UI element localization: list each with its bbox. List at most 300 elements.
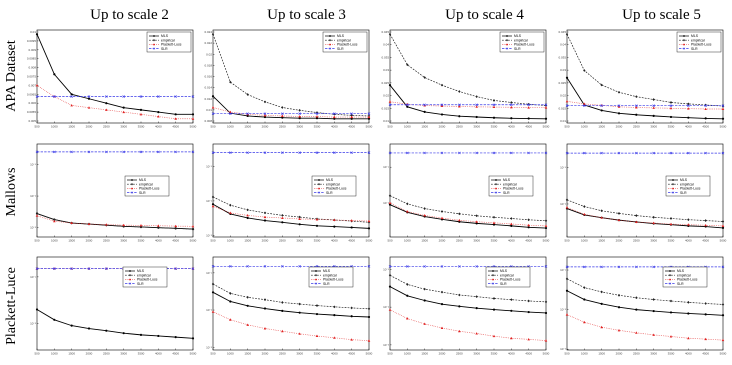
y-tick-label: 0.015 [558,106,566,111]
legend-label: MLS [323,269,330,274]
x-tick-label: 1000 [580,238,588,243]
legend-label: Plackett-Luce [500,277,521,282]
y-tick-label: 0.02 [560,93,566,98]
x-tick-label: 500 [210,124,216,129]
y-tick-label: 10⁻¹ [560,268,566,273]
legend-label: SLR [137,281,144,286]
panel-0-1 [204,30,372,129]
y-tick-label: 10⁻³ [560,347,566,352]
x-tick-label: 2000 [261,238,269,243]
y-tick-label: 0.04 [383,42,389,47]
legend-marker [672,179,674,181]
marker-mls [458,115,460,117]
y-tick-label: 0.012 [204,96,212,101]
y-tick-label: 0.03 [560,68,566,73]
x-tick-label: 1000 [403,238,411,243]
x-tick-label: 2500 [455,351,463,356]
x-tick-label: 5000 [719,124,727,129]
y-tick-label: 0.0055 [26,110,36,115]
y-tick-label: 10⁻¹ [30,162,36,167]
y-tick-label: 10⁻³ [383,342,389,347]
x-tick-label: 3000 [473,238,481,243]
legend-marker [129,270,131,272]
x-tick-label: 3500 [137,124,145,129]
y-tick-label: 0.01 [560,119,566,123]
legend-label: Plackett-Luce [677,277,698,282]
y-tick-label: 0.01 [383,119,389,123]
x-tick-label: 3500 [667,238,675,243]
panel-0-3 [558,30,726,129]
legend-label: SLR [337,46,344,51]
x-tick-label: 1000 [50,238,58,243]
x-tick-label: 2000 [261,351,269,356]
x-tick-label: 3500 [313,124,321,129]
y-tick-label: 10⁻¹ [206,164,212,169]
marker-mls [264,307,266,309]
x-tick-label: 2000 [438,124,446,129]
marker-mls [601,303,603,305]
x-tick-label: 1500 [68,238,76,243]
marker-mls [528,311,530,313]
legend-label: Plackett-Luce [323,277,344,282]
legend-label: empirical [326,182,340,187]
marker-mls [406,106,408,108]
x-tick-label: 2500 [278,238,286,243]
legend [309,267,353,287]
x-tick-label: 500 [34,238,40,243]
marker-mls [351,315,353,317]
x-tick-label: 3500 [667,351,675,356]
x-tick-label: 1000 [580,351,588,356]
x-tick-label: 4500 [172,124,180,129]
x-tick-label: 4000 [507,124,515,129]
legend-label: MLS [137,269,144,274]
x-tick-label: 2500 [278,351,286,356]
marker-mls [458,305,460,307]
marker-mls [333,314,335,316]
x-tick-label: 5000 [719,238,727,243]
x-tick-label: 1000 [50,351,58,356]
marker-mls [299,312,301,314]
panel-2-1 [206,257,373,356]
x-tick-label: 500 [34,124,40,129]
y-tick-label: 0.045 [381,30,389,34]
y-tick-label: 10⁻¹ [30,274,36,279]
x-tick-label: 2000 [615,124,623,129]
x-tick-label: 5000 [542,124,550,129]
marker-mls [389,84,391,86]
y-tick-label: 10⁻¹ [383,165,389,170]
x-tick-label: 1500 [68,351,76,356]
x-tick-label: 5000 [189,238,197,243]
legend-label: SLR [500,281,507,286]
y-tick-label: 0.008 [28,65,36,70]
marker-mls [635,309,637,311]
legend-label: Plackett-Luce [691,42,712,47]
marker-mls [545,118,547,120]
y-tick-label: 0.015 [381,106,389,111]
x-tick-label: 2000 [85,124,93,129]
x-tick-label: 5000 [365,238,373,243]
y-tick-label: 0.005 [28,119,36,123]
panel-1-0 [30,144,197,243]
marker-mls [566,290,568,292]
legend-label: SLR [503,190,510,195]
marker-mls [618,306,620,308]
marker-mls [545,227,547,229]
x-tick-label: 500 [564,351,570,356]
marker-mls [105,330,107,332]
marker-mls [140,109,142,111]
x-tick-label: 1000 [226,124,234,129]
x-tick-label: 1500 [421,351,429,356]
x-tick-label: 4000 [154,351,162,356]
x-tick-label: 4500 [525,124,533,129]
marker-mls [333,226,335,228]
x-tick-label: 5000 [542,238,550,243]
legend-label: MLS [680,178,687,183]
panel-1-2 [383,144,550,243]
y-tick-label: 0.01 [30,30,36,34]
marker-mls [212,95,214,97]
column-title-scale-2: Up to scale 2 [90,7,169,23]
marker-mls [175,336,177,338]
x-tick-label: 2500 [102,351,110,356]
y-tick-label: 0.02 [383,93,389,98]
marker-mls [566,77,568,79]
plot-frame [37,257,193,350]
legend-label: SLR [161,46,168,51]
x-tick-label: 1000 [226,238,234,243]
y-tick-label: 0.016 [204,74,212,79]
x-tick-label: 500 [210,351,216,356]
x-tick-label: 1000 [403,351,411,356]
x-tick-label: 4000 [684,351,692,356]
marker-mls [406,295,408,297]
x-tick-label: 2500 [632,238,640,243]
marker-mls [510,225,512,227]
y-tick-label: 10⁻³ [30,225,36,230]
x-tick-label: 4500 [702,238,710,243]
panel-1-1 [206,144,373,243]
legend-label: empirical [691,38,705,43]
panel-2-0 [30,257,197,356]
marker-mls [157,111,159,113]
x-tick-label: 2500 [455,124,463,129]
x-tick-label: 500 [564,238,570,243]
y-tick-label: 10⁻² [206,308,212,313]
legend-label: MLS [161,34,168,39]
legend [125,176,169,196]
marker-mls [493,117,495,119]
x-tick-label: 5000 [542,351,550,356]
legend-label: empirical [137,273,151,278]
x-tick-label: 4000 [684,124,692,129]
y-tick-label: 10⁻² [560,307,566,312]
marker-mls [687,117,689,119]
x-tick-label: 2500 [455,238,463,243]
marker-mls [351,226,353,228]
column-title-scale-5: Up to scale 5 [622,7,701,23]
marker-mls [493,309,495,311]
y-tick-label: 0.02 [206,52,212,57]
marker-mls [36,33,38,35]
marker-mls [601,109,603,111]
marker-mls [71,325,73,327]
y-tick-label: 0.01 [206,107,212,112]
x-tick-label: 4500 [525,238,533,243]
x-tick-label: 4500 [702,351,710,356]
legend [323,32,367,52]
legend-label: Plackett-Luce [514,42,535,47]
y-tick-label: 0.006 [28,101,36,106]
x-tick-label: 3000 [120,124,128,129]
y-tick-label: 10⁻² [383,201,389,206]
marker-mls [175,113,177,115]
x-tick-label: 3000 [650,124,658,129]
x-tick-label: 4000 [507,351,515,356]
legend-label: empirical [337,38,351,43]
marker-mls [123,332,125,334]
marker-mls [281,310,283,312]
marker-mls [123,107,125,109]
marker-mls [299,223,301,225]
legend-label: empirical [323,273,337,278]
x-tick-label: 2000 [85,351,93,356]
y-tick-label: 10⁻² [206,198,212,203]
legend-marker [318,179,320,181]
y-tick-label: 0.045 [558,30,566,34]
marker-mls [281,221,283,223]
legend-marker [131,179,133,181]
marker-mls [583,298,585,300]
x-tick-label: 2000 [438,351,446,356]
legend-label: SLR [677,281,684,286]
row-label-apa-dataset: APA Dataset [4,40,19,112]
y-tick-label: 10⁻¹ [560,165,566,170]
marker-mls [247,305,249,307]
legend [666,176,710,196]
marker-mls [424,111,426,113]
marker-mls [368,316,370,318]
x-tick-label: 1500 [421,238,429,243]
x-tick-label: 1500 [598,124,606,129]
legend-label: empirical [503,182,517,187]
legend-label: empirical [500,273,514,278]
x-tick-label: 3000 [473,351,481,356]
x-tick-label: 3000 [296,124,304,129]
x-tick-label: 3500 [313,351,321,356]
plot-frame [37,144,193,237]
legend-label: MLS [326,178,333,183]
row-label-mallows: Mallows [4,167,19,217]
marker-mls [528,226,530,228]
x-tick-label: 2000 [615,238,623,243]
legend [663,267,707,287]
x-tick-label: 3000 [650,238,658,243]
y-tick-label: 10⁻¹ [383,267,389,272]
marker-mls [635,114,637,116]
y-tick-label: 10⁻² [383,305,389,310]
y-tick-label: 0.0085 [26,56,36,61]
x-tick-label: 2500 [102,124,110,129]
legend-marker [506,35,508,37]
x-tick-label: 4000 [154,238,162,243]
y-tick-label: 0.025 [558,80,566,85]
marker-mls [212,291,214,293]
x-tick-label: 2500 [278,124,286,129]
panel-2-3 [560,257,727,356]
x-tick-label: 1000 [50,124,58,129]
marker-mls [424,299,426,301]
x-tick-label: 5000 [189,351,197,356]
x-tick-label: 4500 [525,351,533,356]
marker-mls [389,286,391,288]
x-tick-label: 500 [210,238,216,243]
legend-marker [495,179,497,181]
legend-label: MLS [677,269,684,274]
marker-mls [88,98,90,100]
marker-mls [653,115,655,117]
x-tick-label: 4000 [507,238,515,243]
y-tick-label: 0.008 [204,119,212,123]
y-tick-label: 10⁻¹ [206,270,212,275]
x-tick-label: 500 [387,351,393,356]
x-tick-label: 2500 [632,351,640,356]
marker-mls [264,219,266,221]
legend-label: SLR [323,281,330,286]
legend-label: MLS [500,269,507,274]
marker-mls [316,225,318,227]
marker-mls [192,113,194,115]
marker-mls [705,117,707,119]
y-tick-label: 0.022 [204,41,212,46]
x-tick-label: 1000 [403,124,411,129]
x-tick-label: 5000 [189,124,197,129]
x-tick-label: 2500 [632,124,640,129]
legend-label: SLR [691,46,698,51]
x-tick-label: 4000 [330,351,338,356]
legend-marker [669,270,671,272]
y-tick-label: 0.014 [204,85,212,90]
marker-mls [545,312,547,314]
marker-mls [722,118,724,120]
legend-marker [329,35,331,37]
panel-2-2 [383,257,550,356]
legend-marker [315,270,317,272]
legend-label: MLS [503,178,510,183]
y-tick-label: 10⁻² [30,321,36,326]
legend-label: Plackett-Luce [326,186,347,191]
legend-label: Plackett-Luce [680,186,701,191]
y-tick-label: 0.024 [204,30,212,34]
x-tick-label: 1500 [244,351,252,356]
x-tick-label: 4000 [154,124,162,129]
marker-mls [705,313,707,315]
x-tick-label: 1500 [598,238,606,243]
marker-mls [528,117,530,119]
panel-0-2 [381,30,549,129]
marker-mls [722,227,724,229]
x-tick-label: 3000 [650,351,658,356]
legend [489,176,533,196]
marker-mls [687,312,689,314]
legend [123,267,167,287]
legend [312,176,356,196]
y-tick-label: 0.03 [383,68,389,73]
legend-label: MLS [514,34,521,39]
y-tick-label: 0.009 [28,47,36,52]
legend-label: Plackett-Luce [139,186,160,191]
x-tick-label: 3000 [296,351,304,356]
y-tick-label: 0.0075 [26,74,36,79]
y-tick-label: 0.007 [28,83,36,88]
legend-marker [683,35,685,37]
legend-label: Plackett-Luce [503,186,524,191]
x-tick-label: 1500 [244,124,252,129]
y-tick-label: 10⁻³ [206,345,212,350]
marker-mls [71,93,73,95]
panel-0-0 [27,30,197,129]
x-tick-label: 5000 [365,351,373,356]
x-tick-label: 4500 [348,238,356,243]
x-tick-label: 2000 [85,238,93,243]
y-tick-label: 0.025 [381,80,389,85]
x-tick-label: 3500 [667,124,675,129]
legend [500,32,544,52]
x-tick-label: 500 [387,124,393,129]
marker-mls [53,319,55,321]
marker-mls [368,227,370,229]
x-tick-label: 3000 [473,124,481,129]
x-tick-label: 1500 [244,238,252,243]
y-tick-label: 0.018 [204,63,212,68]
y-tick-label: 10⁻² [560,201,566,206]
legend-label: MLS [139,178,146,183]
x-tick-label: 4500 [172,238,180,243]
x-tick-label: 500 [564,124,570,129]
marker-mls [653,310,655,312]
legend-marker [492,270,494,272]
legend-label: Plackett-Luce [161,42,182,47]
legend [486,267,530,287]
legend-marker [153,35,155,37]
marker-mls [192,337,194,339]
legend-label: MLS [691,34,698,39]
legend-label: empirical [677,273,691,278]
x-tick-label: 5000 [719,351,727,356]
legend-label: empirical [680,182,694,187]
marker-mls [670,116,672,118]
legend-label: MLS [337,34,344,39]
legend-label: Plackett-Luce [137,277,158,282]
legend-label: empirical [139,182,153,187]
x-tick-label: 1500 [598,351,606,356]
marker-mls [53,73,55,75]
y-tick-label: 0.04 [560,42,566,47]
marker-mls [618,112,620,114]
x-tick-label: 4000 [330,238,338,243]
y-tick-label: 0.035 [558,55,566,60]
legend-label: Plackett-Luce [337,42,358,47]
x-tick-label: 4500 [172,351,180,356]
y-tick-label: 0.0065 [26,92,36,97]
marker-mls [140,334,142,336]
marker-mls [510,310,512,312]
y-tick-label: 10⁻³ [206,233,212,238]
x-tick-label: 3000 [120,351,128,356]
x-tick-label: 4000 [684,238,692,243]
